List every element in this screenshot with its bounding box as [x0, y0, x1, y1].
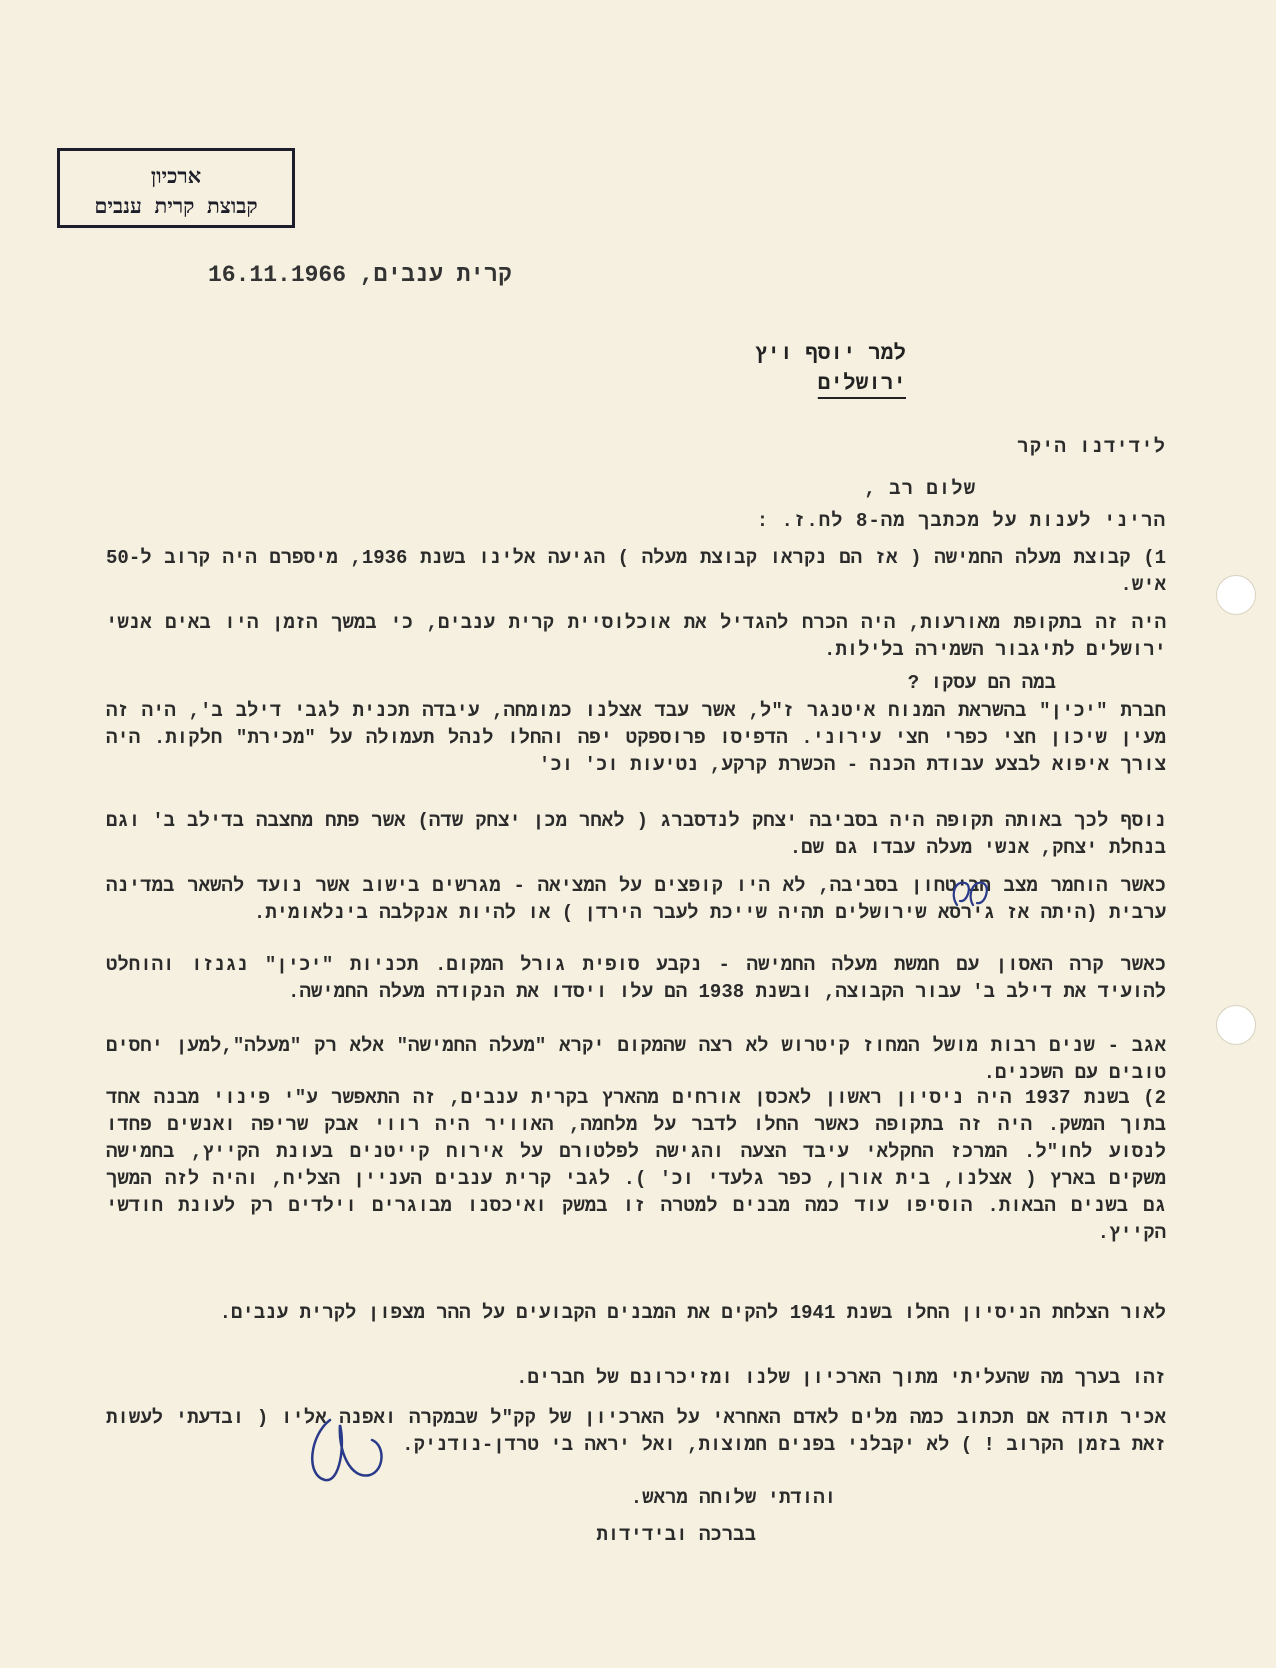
section1-para8: אגב - שנים רבות מושל המחוז קיטרוש לא רצה שהמקום יקרא "מעלה החמישה" אלא רק "מעלה",למען יחסים טובים עם השכנים.: [106, 1035, 1166, 1084]
stamp-line1: ארכיון: [150, 164, 202, 188]
closing-para3: והודתי שלוחה מראש.: [630, 1487, 836, 1509]
stamp-line2: קבוצת קרית ענבים: [94, 194, 258, 218]
recipient-block: [755, 340, 906, 400]
place-date: קרית ענבים, 16.11.1966: [208, 262, 512, 288]
closing-para1: זהו בערך מה שהעליתי מתוך הארכיון שלנו ומזיכרונם של חברים.: [516, 1367, 1166, 1389]
intro-line: הריני לענות על מכתבך מה-8 לח.ז. :: [756, 510, 1166, 532]
punch-hole: [1216, 1005, 1256, 1045]
archive-stamp: [57, 148, 295, 228]
salutation-line1: לידידנו היקר: [1017, 436, 1166, 458]
recipient-name: למר יוסף ויץ: [754, 343, 906, 366]
section1-para6: כאשר הוחמר מצב הביטחון בסביבה, לא היו קופצים על המציאה - מגרשים בישוב אשר נועד להשאר במדינה ערבית (היתה אז גירסא שירושלים תהיה שייכת לעבר הירדן ) או להיות אנקלבה בינלאומית.: [106, 875, 1166, 924]
closing-para2: אכיר תודה אם תכתוב כמה מלים לאדם האחראי על הארכיון של קק"ל שבמקרה ואפנה אליו ( ובדעתי לעשות זאת בזמן הקרוב ! ) לא יקבלני בפנים חמוצות, ואל יראה בי טרדן-נודניק.: [106, 1407, 1166, 1456]
handwritten-mark: [945, 875, 995, 915]
section1-para3: במה הם עסקו ?: [907, 672, 1056, 694]
section1-para4: חברת "יכין" בהשראת המנוח איטנגר ז"ל, אשר עבד אצלנו כמומחה, עיבדה תכנית לגבי דילב ב', היה זה מעין שיכון חצי כפרי חצי עירוני. הדפיסו פרוספקט יפה והחלו לנהל תעמולה על "מכירת" חלקות. היה צורך איפוא לבצע עבודת הכנה - הכשרת קרקע, נטיעות וכ' וכ': [106, 700, 1166, 776]
recipient-city: ירושלים: [817, 373, 906, 396]
handwritten-signature: [300, 1405, 390, 1495]
salutation-line2: שלום רב ,: [864, 478, 976, 500]
section1-para1: 1) קבוצת מעלה החמישה ( אז הם נקראו קבוצת מעלה ) הגיעה אלינו בשנת 1936, מיספרם היה קרוב ל-50 איש.: [106, 547, 1167, 596]
section1-para7: כאשר קרה האסון עם חמשת מעלה החמישה - נקבע סופית גורל המקום. תכניות "יכין" נגנזו והוחלט להועיד את דילב ב' עבור הקבוצה, ובשנת 1938 הם עלו ויסדו את הנקודה מעלה החמישה.: [106, 954, 1166, 1003]
section1-para2: היה זה בתקופת מאורעות, היה הכרח להגדיל את אוכלוסיית קרית ענבים, כי במשך הזמן היו באים אנשי ירושלים לתיגבור השמירה בלילות.: [106, 612, 1166, 661]
section2-para1: 2) בשנת 1937 היה ניסיון ראשון לאכסן אורחים מהארץ בקרית ענבים, זה התאפשר ע"י פינוי מבנה אחד בתוך המשק. היה זה בתקופה כאשר החלו לדבר על מלחמה, האוויר היה רווי אבק שריפה ואנשים פחדו לנסוע לחו"ל. המרכז החקלאי עיבד הצעה והגישה לפלטורם על אירוח קייטנים בעונת הקייץ, בחמישה משקים בארץ ( אצלנו, בית אורן, כפר גלעדי וכ' ). לגבי קרית ענבים העניין הצליח, והיה לזה המשך גם בשנים הבאות. הוסיפו עוד כמה מבנים למטרה זו במשק ואיכסנו מבוגרים וילדים רק לעונת חודשי הקייץ.: [106, 1087, 1166, 1244]
closing-para4: בברכה ובידידות: [596, 1524, 756, 1546]
punch-hole: [1216, 575, 1256, 615]
section1-para5: נוסף לכך באותה תקופה היה בסביבה יצחק לנדסברג ( לאחר מכן יצחק שדה) אשר פתח מחצבה בדילב ב' וגם בנחלת יצחק, אנשי מעלה עבדו גם שם.: [106, 810, 1166, 859]
section2-para2: לאור הצלחת הניסיון החלו בשנת 1941 להקים את המבנים הקבועים על ההר מצפון לקרית ענבים.: [219, 1302, 1166, 1324]
